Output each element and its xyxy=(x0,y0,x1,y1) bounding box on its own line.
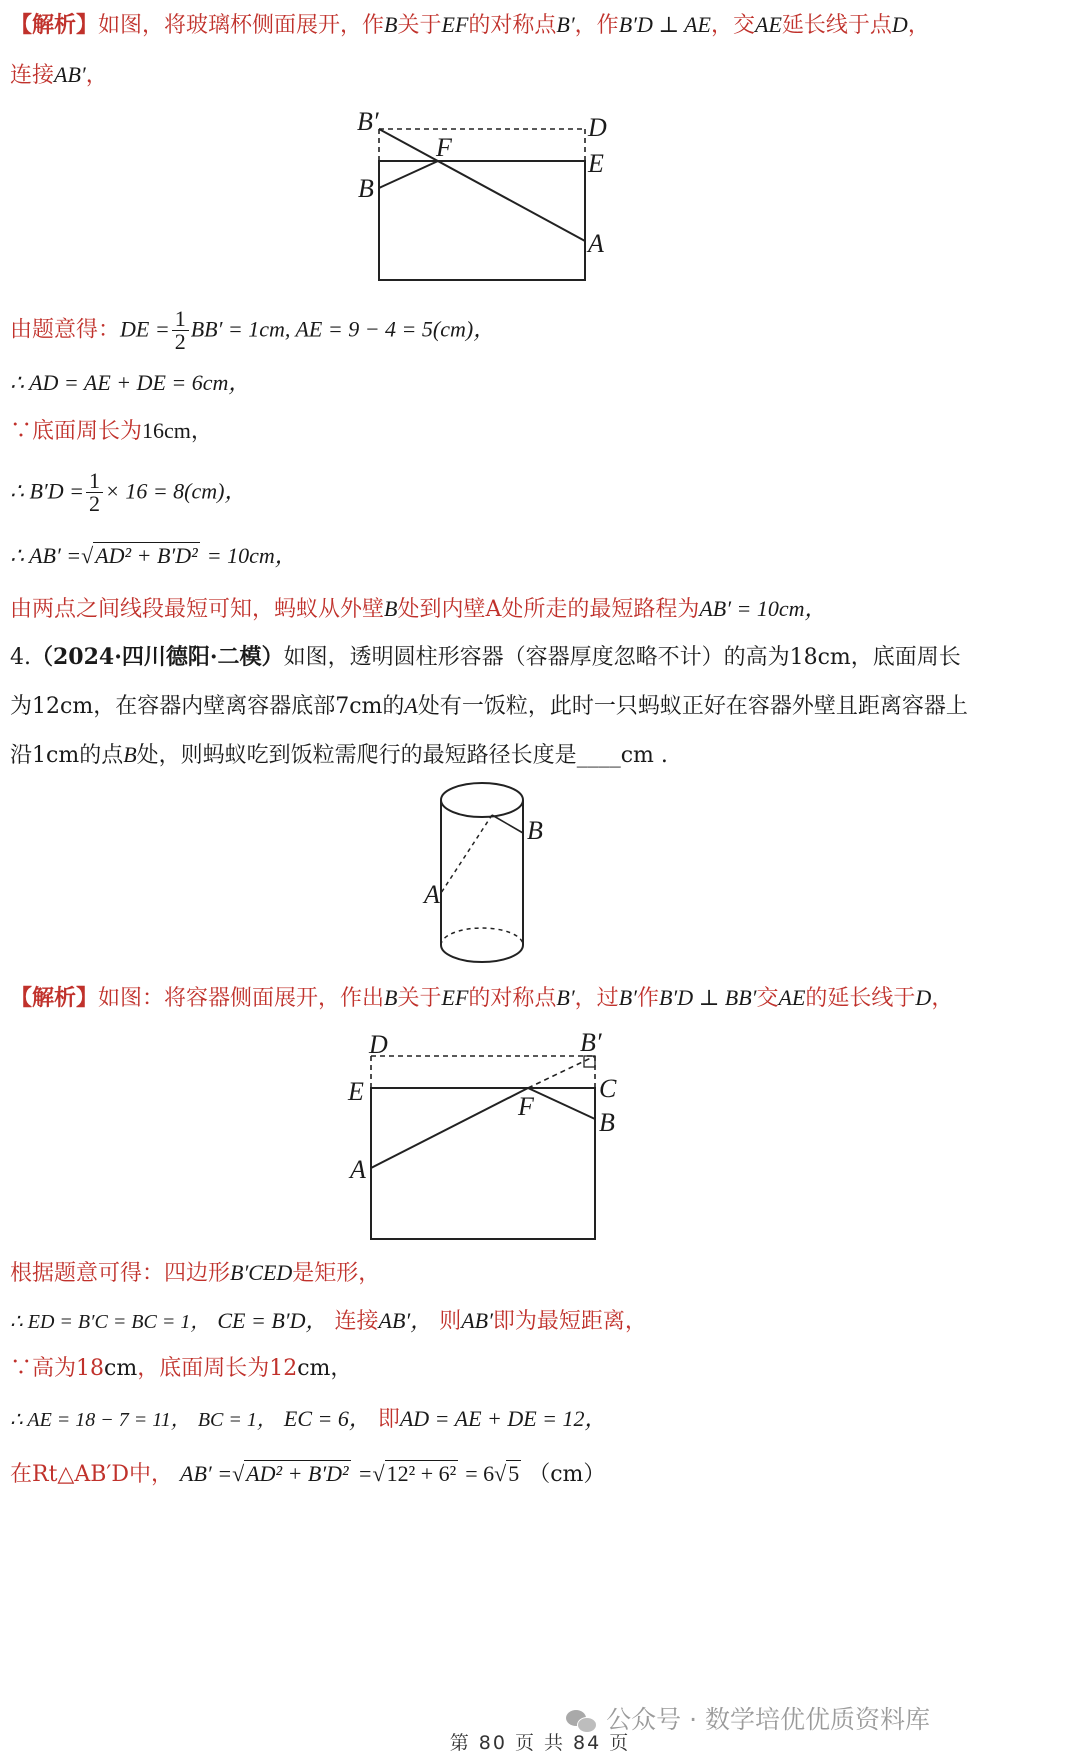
s2-tag: 【解析】 xyxy=(10,985,99,1011)
fig3-label-B: B xyxy=(599,1108,615,1137)
page-number: 第 80 页 共 84 页 xyxy=(449,1732,631,1754)
watermark: 公众号 · 数学培优优质资料库 xyxy=(566,1700,930,1736)
fig1-label-F: F xyxy=(436,133,452,162)
fig3-line-AF xyxy=(371,1088,528,1168)
s2-rectangle-line: 根据题意可得：四边形B′CED是矩形， xyxy=(10,1260,381,1286)
fig3-label-D: D xyxy=(369,1030,388,1059)
fig1-label-B: B xyxy=(358,174,374,203)
fig1-label-Bprime: B′ xyxy=(357,108,379,136)
fig2-label-A: A xyxy=(424,880,440,909)
s1-fraction-half: $\frac{1}{2}$ xyxy=(172,308,189,353)
fig3-line-FB' xyxy=(528,1056,595,1088)
s1-conclusion: 由两点之间线段最短可知，蚂蚁从外壁B处到内壁A处所走的最短路程为AB′ = 10cm， xyxy=(10,596,827,622)
s1-eq-AD: ∴ AD = AE + DE = 6cm， xyxy=(10,370,251,395)
fig1-line-B'A xyxy=(379,129,585,241)
s2-equalities-line: ∴ ED = B′C = BC = 1， CE = B′D， 连接AB′， 则AB′即为最短距离， xyxy=(10,1308,647,1334)
figure-1-unfolded-glass xyxy=(355,108,625,288)
s2-given-line: ∵高为18cm，底面周长为12cm， xyxy=(10,1356,353,1381)
s2-pythagoras-line: 在Rt△AB′D中， AB′ =√AD² + B′D² =√12² + 6² = 6√5 （cm） xyxy=(10,1461,606,1487)
fig1-label-D: D xyxy=(588,113,607,142)
s2-intro-line: 【解析】如图：将容器侧面展开，作出B关于EF的对称点B′，过B′作B′D ⊥ BB′交AE的延长线于D， xyxy=(10,985,954,1011)
s1-eq-BD: ∴ B′D = $\frac{1}{2}$ × 16 = 8(cm)， xyxy=(10,468,247,516)
fig1-label-E: E xyxy=(588,149,604,178)
fig2-label-B: B xyxy=(527,816,543,845)
fig3-line-FB xyxy=(528,1088,595,1119)
fig1-rectangle xyxy=(379,161,585,280)
figure-3-unfolded-container xyxy=(340,1025,630,1250)
s1-tag: 【解析】 xyxy=(10,12,99,38)
q4-source: （2024·四川德阳·二模） xyxy=(31,644,284,670)
figure-2-cylinder xyxy=(415,775,555,975)
s1-eq-AB: ∴ AB′ =√AD² + B′D² = 10cm， xyxy=(10,543,297,568)
fig3-label-E: E xyxy=(348,1077,364,1106)
s2-lengths-line: ∴ AE = 18 − 7 = 11， BC = 1， EC = 6， 即AD = AE + DE = 12， xyxy=(10,1406,607,1432)
fig3-label-A: A xyxy=(350,1155,366,1184)
fig1-label-A: A xyxy=(588,229,604,258)
fig2-path-outer xyxy=(492,815,523,833)
fig3-label-F: F xyxy=(518,1092,534,1121)
fig2-bottom-back xyxy=(441,928,523,945)
fig3-label-Bprime: B′ xyxy=(580,1028,602,1057)
s1-intro-line: 【解析】如图，将玻璃杯侧面展开，作B关于EF的对称点B′，作B′D ⊥ AE，交AE延长线于点D， xyxy=(10,12,930,38)
fig2-path-inner xyxy=(441,815,492,893)
fig3-label-C: C xyxy=(599,1074,617,1103)
s1-condition-line: 由题意得：DE = $\frac{1}{2}$ BB′ = 1cm, AE = 9 − 4 = 5(cm)， xyxy=(10,306,496,354)
s1-connect-line: 连接AB′， xyxy=(10,62,108,88)
q4-line-1: 4.（2024·四川德阳·二模）如图，透明圆柱形容器（容器厚度忽略不计）的高为18cm，底面周长 xyxy=(10,644,961,670)
q4-line-2: 为12cm，在容器内壁离容器底部7cm的A处有一饭粒，此时一只蚂蚁正好在容器外壁且距离容器上 xyxy=(10,693,968,719)
q4-line-3: 沿1cm的点B处，则蚂蚁吃到饭粒需爬行的最短路径长度是____cm . xyxy=(10,742,668,768)
fig2-top-ellipse xyxy=(441,783,523,817)
s1-perimeter-line: ∵底面周长为16cm， xyxy=(10,418,213,444)
fig1-line-BF xyxy=(379,161,438,188)
q4-answer-blank[interactable]: ____ xyxy=(576,743,621,768)
fig2-bottom-front xyxy=(441,945,523,962)
